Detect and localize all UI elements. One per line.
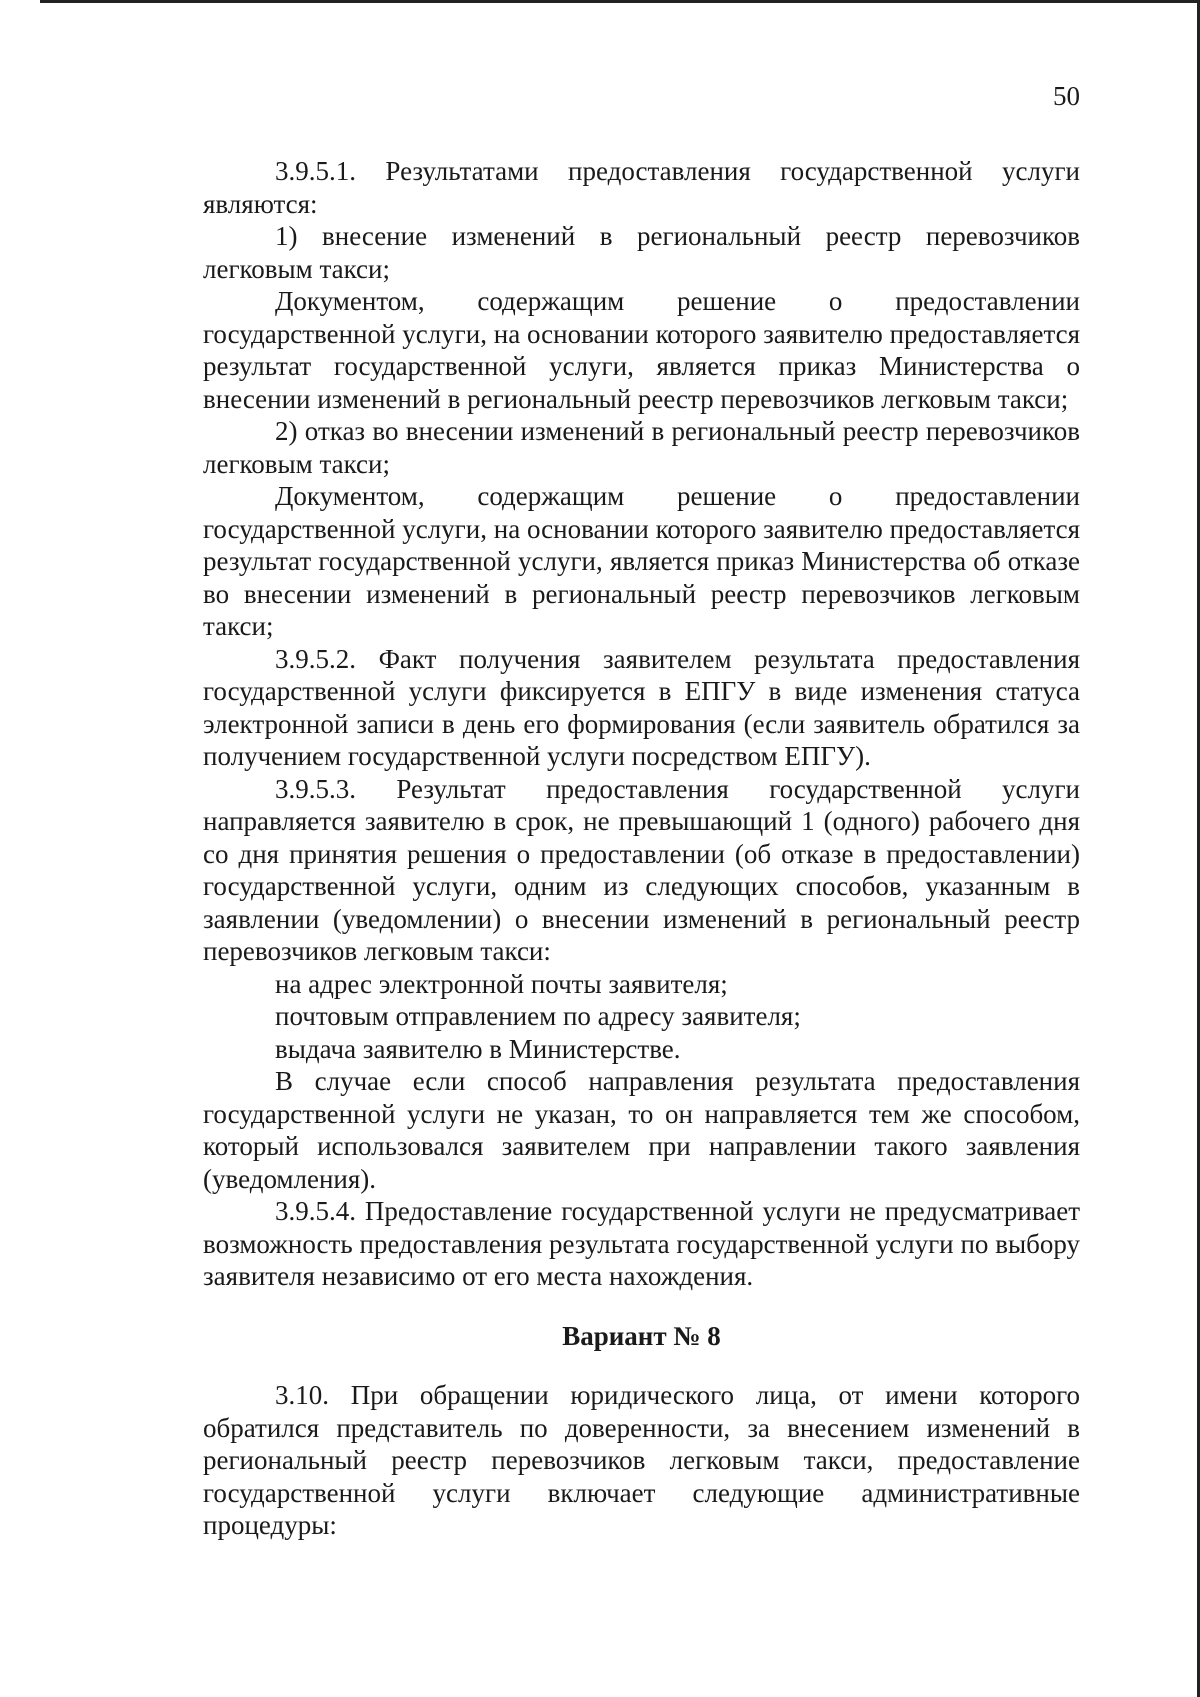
document-body: [203, 155, 1080, 1542]
paragraph-result-1: 1) внесение изменений в региональный реестр перевозчиков легковым такси;: [203, 221, 1080, 284]
list-item-email: на адрес электронной почты заявителя;: [275, 968, 728, 999]
paragraph-result-2: 2) отказ во внесении изменений в региональный реестр перевозчиков легковым такси;: [203, 416, 1080, 479]
scan-top-edge: [40, 0, 1200, 3]
list-item-ministry: выдача заявителю в Министерстве.: [275, 1033, 681, 1064]
paragraph-document-1: Документом, содержащим решение о предоставлении государственной услуги, на основании которого заявителю предоставляется результат государственной услуги, является приказ Министерства о внесении изменений в региональный реестр перевозчиков легковым такси;: [203, 286, 1080, 414]
paragraph-3-9-5-2: 3.9.5.2. Факт получения заявителем результата предоставления государственной услуги фиксируется в ЕПГУ в виде изменения статуса электронной записи в день его формирования (если заявитель обратился за получением государственной услуги посредством ЕПГУ).: [203, 643, 1080, 771]
paragraph-default-method: В случае если способ направления результата предоставления государственной услуги не указан, то он направляется тем же способом, который использовался заявителем при направлении такого заявления (уведомления).: [203, 1066, 1080, 1194]
paragraph-3-9-5-1: 3.9.5.1. Результатами предоставления государственной услуги являются:: [203, 156, 1080, 219]
page-number: 50: [1053, 81, 1080, 111]
paragraph-document-2: Документом, содержащим решение о предоставлении государственной услуги, на основании которого заявителю предоставляется результат государственной услуги, является приказ Министерства об отказе во внесении изменений в региональный реестр перевозчиков легковым такси;: [203, 481, 1080, 641]
paragraph-3-9-5-4: 3.9.5.4. Предоставление государственной услуги не предусматривает возможность предоставления результата государственной услуги по выбору заявителя независимо от его места нахождения.: [203, 1196, 1080, 1291]
list-item-post: почтовым отправлением по адресу заявителя;: [275, 1001, 801, 1031]
paragraph-3-10: 3.10. При обращении юридического лица, от имени которого обратился представитель по доверенности, за внесением изменений в региональный реестр перевозчиков легковым такси, предоставление государственной услуги включает следующие административные процедуры:: [203, 1380, 1080, 1540]
paragraph-3-9-5-3: 3.9.5.3. Результат предоставления государственной услуги направляется заявителю в срок, не превышающий 1 (одного) рабочего дня со дня принятия решения о предоставлении (об отказе в предоставлении) государственной услуги, одним из следующих способов, указанным в заявлении (уведомлении) о внесении изменений в региональный реестр перевозчиков легковым такси:: [203, 773, 1080, 966]
section-heading: Вариант № 8: [562, 1320, 721, 1351]
